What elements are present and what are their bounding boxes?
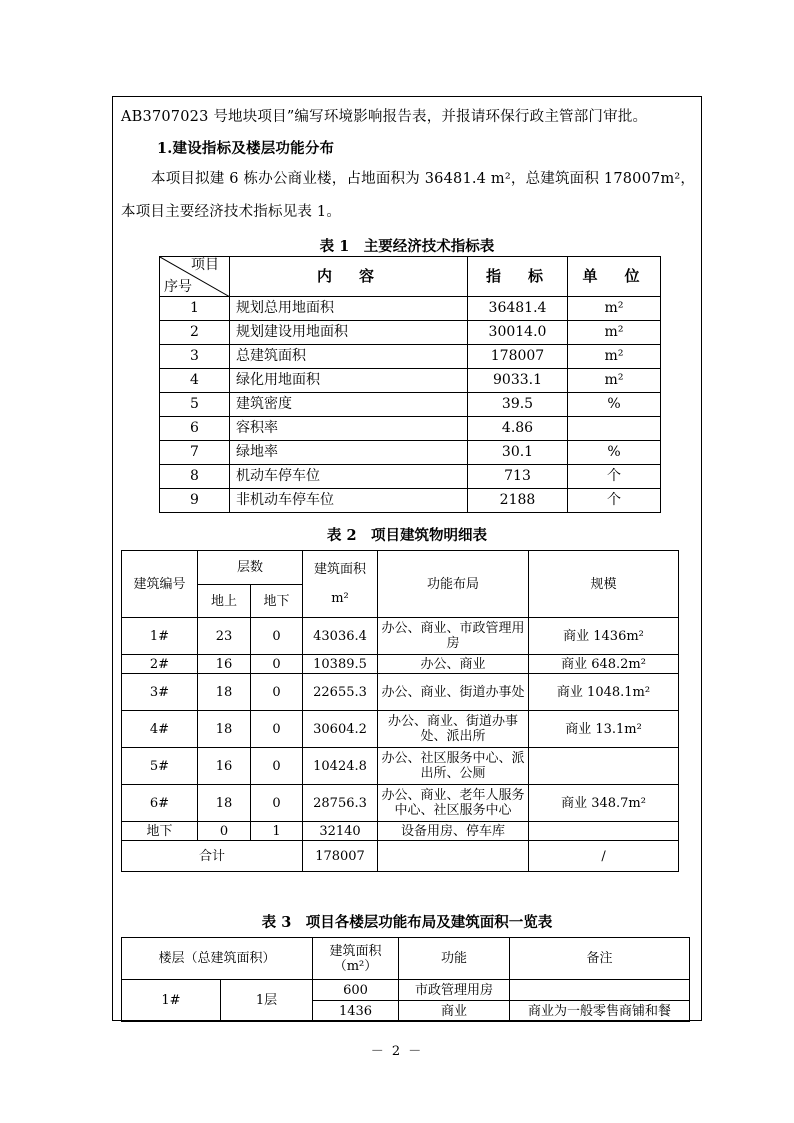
table2-total-row xyxy=(122,841,679,872)
row-name: 绿地率 xyxy=(230,441,468,465)
row-name: 机动车停车位 xyxy=(230,465,468,489)
row-function: 办公、商业、街道办事处 xyxy=(378,674,529,711)
row-area: 1436 xyxy=(313,1001,399,1022)
row-no: 2 xyxy=(160,321,230,345)
economic-indicators-table xyxy=(159,256,661,513)
row-value: 9033.1 xyxy=(468,369,568,393)
header-below: 地下 xyxy=(251,585,303,618)
row-scale xyxy=(529,748,679,785)
intro-line-3: 本项目主要经济技术指标见表 1。 xyxy=(121,204,342,220)
row-building: 4# xyxy=(122,711,198,748)
table-row xyxy=(160,297,661,321)
row-unit: % xyxy=(568,441,661,465)
table-row xyxy=(122,655,679,674)
row-value: 2188 xyxy=(468,489,568,513)
row-area: 22655.3 xyxy=(303,674,378,711)
row-name: 绿化用地面积 xyxy=(230,369,468,393)
row-below: 0 xyxy=(251,785,303,822)
row-below: 0 xyxy=(251,748,303,785)
row-name: 建筑密度 xyxy=(230,393,468,417)
row-area: 600 xyxy=(313,980,399,1001)
table-row xyxy=(122,711,679,748)
row-below: 1 xyxy=(251,822,303,841)
row-no: 4 xyxy=(160,369,230,393)
row-scale xyxy=(529,822,679,841)
row-name: 容积率 xyxy=(230,417,468,441)
header-content: 内 容 xyxy=(230,257,468,297)
header-floors: 层数 xyxy=(198,551,303,585)
row-below: 0 xyxy=(251,674,303,711)
row-scale: 商业 648.2m² xyxy=(529,655,679,674)
header-building-no: 建筑编号 xyxy=(122,551,198,618)
row-building: 1# xyxy=(122,980,221,1022)
row-building: 2# xyxy=(122,655,198,674)
row-above: 16 xyxy=(198,655,251,674)
row-above: 18 xyxy=(198,785,251,822)
table3-header-row xyxy=(122,938,690,980)
row-function: 设备用房、停车库 xyxy=(378,822,529,841)
row-above: 18 xyxy=(198,674,251,711)
row-function: 办公、商业、老年人服务中心、社区服务中心 xyxy=(378,785,529,822)
header-function: 功能布局 xyxy=(378,551,529,618)
row-below: 0 xyxy=(251,655,303,674)
table-row xyxy=(160,489,661,513)
row-note: 商业为一般零售商铺和餐 xyxy=(510,1001,690,1022)
section-heading: 1.建设指标及楼层功能分布 xyxy=(157,140,335,157)
row-value: 30014.0 xyxy=(468,321,568,345)
header-floor: 楼层（总建筑面积） xyxy=(122,938,313,980)
header-index: 指 标 xyxy=(468,257,568,297)
table-row xyxy=(122,618,679,655)
header-above: 地上 xyxy=(198,585,251,618)
total-scale: / xyxy=(529,841,679,872)
row-function: 办公、社区服务中心、派出所、公厕 xyxy=(378,748,529,785)
table-row xyxy=(122,674,679,711)
header-area xyxy=(303,551,378,618)
row-name: 规划建设用地面积 xyxy=(230,321,468,345)
table-row xyxy=(122,785,679,822)
header-scale: 规模 xyxy=(529,551,679,618)
row-unit: m² xyxy=(568,321,661,345)
row-building: 6# xyxy=(122,785,198,822)
row-unit xyxy=(568,417,661,441)
row-value: 4.86 xyxy=(468,417,568,441)
total-label: 合计 xyxy=(122,841,303,872)
table-row xyxy=(160,369,661,393)
row-scale: 商业 13.1m² xyxy=(529,711,679,748)
row-area: 32140 xyxy=(303,822,378,841)
row-area: 10389.5 xyxy=(303,655,378,674)
table-row xyxy=(160,417,661,441)
table2-caption: 表 2 项目建筑物明细表 xyxy=(326,527,488,544)
row-building: 5# xyxy=(122,748,198,785)
row-unit: 个 xyxy=(568,489,661,513)
table-row xyxy=(122,822,679,841)
row-unit: m² xyxy=(568,297,661,321)
row-no: 3 xyxy=(160,345,230,369)
row-note xyxy=(510,980,690,1001)
row-no: 7 xyxy=(160,441,230,465)
table-row xyxy=(160,465,661,489)
row-above: 18 xyxy=(198,711,251,748)
row-value: 39.5 xyxy=(468,393,568,417)
row-scale: 商业 1436m² xyxy=(529,618,679,655)
row-floor: 1层 xyxy=(221,980,313,1022)
row-above: 0 xyxy=(198,822,251,841)
floor-function-table xyxy=(121,937,690,1022)
intro-line-1: AB3707023 号地块项目”编写环境影响报告表，并报请环保行政主管部门审批。 xyxy=(121,109,648,125)
row-no: 5 xyxy=(160,393,230,417)
header-unit: 单 位 xyxy=(568,257,661,297)
row-area: 28756.3 xyxy=(303,785,378,822)
row-above: 23 xyxy=(198,618,251,655)
row-building: 3# xyxy=(122,674,198,711)
row-value: 30.1 xyxy=(468,441,568,465)
table-row xyxy=(160,393,661,417)
intro-line-2: 本项目拟建 6 栋办公商业楼，占地面积为 36481.4 m²，总建筑面积 178007m²， xyxy=(151,171,696,187)
header-area-label: 建筑面积 xyxy=(329,943,382,959)
building-detail-table xyxy=(121,550,679,872)
row-no: 9 xyxy=(160,489,230,513)
row-name: 规划总用地面积 xyxy=(230,297,468,321)
header-area-label: 建筑面积 xyxy=(314,562,367,577)
table-row xyxy=(160,441,661,465)
row-function: 办公、商业 xyxy=(378,655,529,674)
row-unit: 个 xyxy=(568,465,661,489)
row-value: 36481.4 xyxy=(468,297,568,321)
header-note: 备注 xyxy=(510,938,690,980)
row-above: 16 xyxy=(198,748,251,785)
header-function: 功能 xyxy=(399,938,510,980)
row-unit: m² xyxy=(568,369,661,393)
row-below: 0 xyxy=(251,618,303,655)
row-value: 713 xyxy=(468,465,568,489)
row-no: 1 xyxy=(160,297,230,321)
header-area-unit: （m²） xyxy=(333,958,378,974)
header-area xyxy=(313,938,399,980)
table-row xyxy=(122,748,679,785)
table3-caption: 表 3 项目各楼层功能布局及建筑面积一览表 xyxy=(261,914,553,931)
row-function: 商业 xyxy=(399,1001,510,1022)
page-number: － 2 － xyxy=(370,1044,424,1059)
row-no: 8 xyxy=(160,465,230,489)
row-name: 总建筑面积 xyxy=(230,345,468,369)
total-area: 178007 xyxy=(303,841,378,872)
row-unit: m² xyxy=(568,345,661,369)
page-frame xyxy=(112,96,702,1021)
corner-label-item: 项目 xyxy=(191,257,219,273)
header-area-unit: m² xyxy=(331,591,349,606)
row-building: 地下 xyxy=(122,822,198,841)
table2-header-row-1 xyxy=(122,551,679,585)
row-name: 非机动车停车位 xyxy=(230,489,468,513)
row-area: 43036.4 xyxy=(303,618,378,655)
row-function: 办公、商业、市政管理用房 xyxy=(378,618,529,655)
total-function xyxy=(378,841,529,872)
row-unit: % xyxy=(568,393,661,417)
row-below: 0 xyxy=(251,711,303,748)
row-scale: 商业 348.7m² xyxy=(529,785,679,822)
row-building: 1# xyxy=(122,618,198,655)
row-function: 市政管理用房 xyxy=(399,980,510,1001)
row-area: 10424.8 xyxy=(303,748,378,785)
row-no: 6 xyxy=(160,417,230,441)
row-function: 办公、商业、街道办事处、派出所 xyxy=(378,711,529,748)
table1-caption: 表 1 主要经济技术指标表 xyxy=(319,238,495,255)
table1-header-row xyxy=(160,257,661,297)
table1-corner-cell xyxy=(160,257,230,297)
row-area: 30604.2 xyxy=(303,711,378,748)
table-row xyxy=(160,345,661,369)
table-row xyxy=(160,321,661,345)
row-scale: 商业 1048.1m² xyxy=(529,674,679,711)
table-row xyxy=(122,980,690,1001)
corner-label-no: 序号 xyxy=(164,279,192,295)
row-value: 178007 xyxy=(468,345,568,369)
